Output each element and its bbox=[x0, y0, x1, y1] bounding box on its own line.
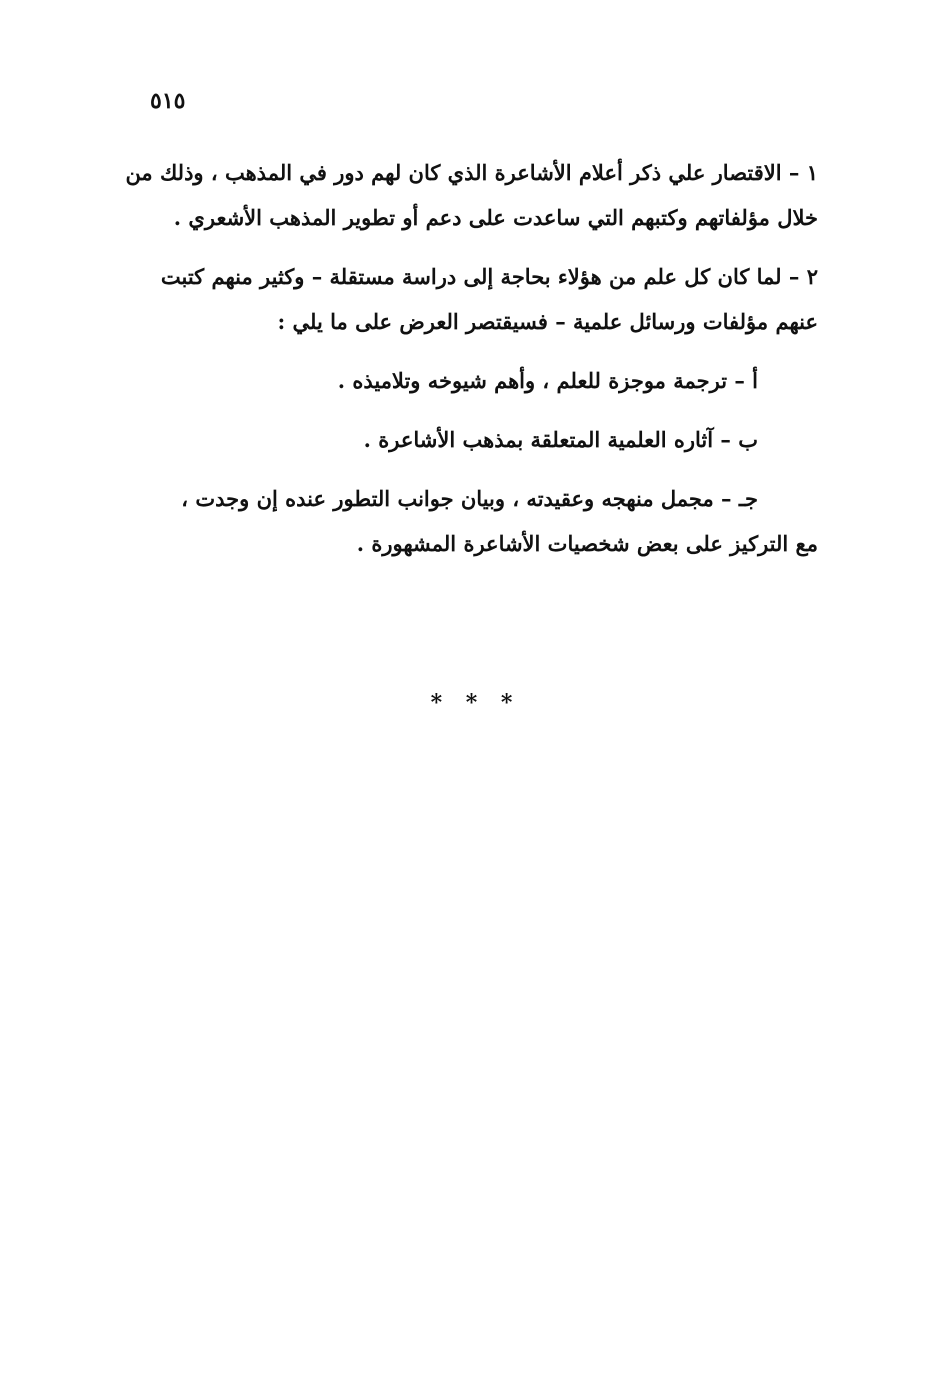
sub-item-c bbox=[118, 476, 818, 566]
sub-item-a: أ – ترجمة موجزة للعلم ، وأهم شيوخه وتلاميذه . bbox=[337, 368, 758, 393]
sub-item-c-line-2: مع التركيز على بعض شخصيات الأشاعرة المشهورة . bbox=[356, 531, 818, 556]
paragraph-2: ٢ – لما كان كل علم من هؤلاء بحاجة إلى دراسة مستقلة – وكثير منهم كتبت عنهم مؤلفات ورسائل علمية – فسيقتصر العرض على ما يلي : bbox=[160, 264, 818, 334]
sub-item-c-line-1: جـ – مجمل منهجه وعقيدته ، وبيان جوانب التطور عنده إن وجدت ، bbox=[181, 486, 758, 511]
paragraph-1: ١ – الاقتصار علي ذكر أعلام الأشاعرة الذي كان لهم دور في المذهب ، وذلك من خلال مؤلفاتهم وكتبهم التي ساعدت على دعم أو تطوير المذهب الأشعري . bbox=[125, 160, 818, 230]
section-divider: * * * bbox=[430, 690, 521, 716]
sub-item-b: ب – آثاره العلمية المتعلقة بمذهب الأشاعرة . bbox=[363, 427, 758, 452]
page-body bbox=[118, 150, 818, 580]
page-number: ٥١٥ bbox=[150, 88, 186, 114]
